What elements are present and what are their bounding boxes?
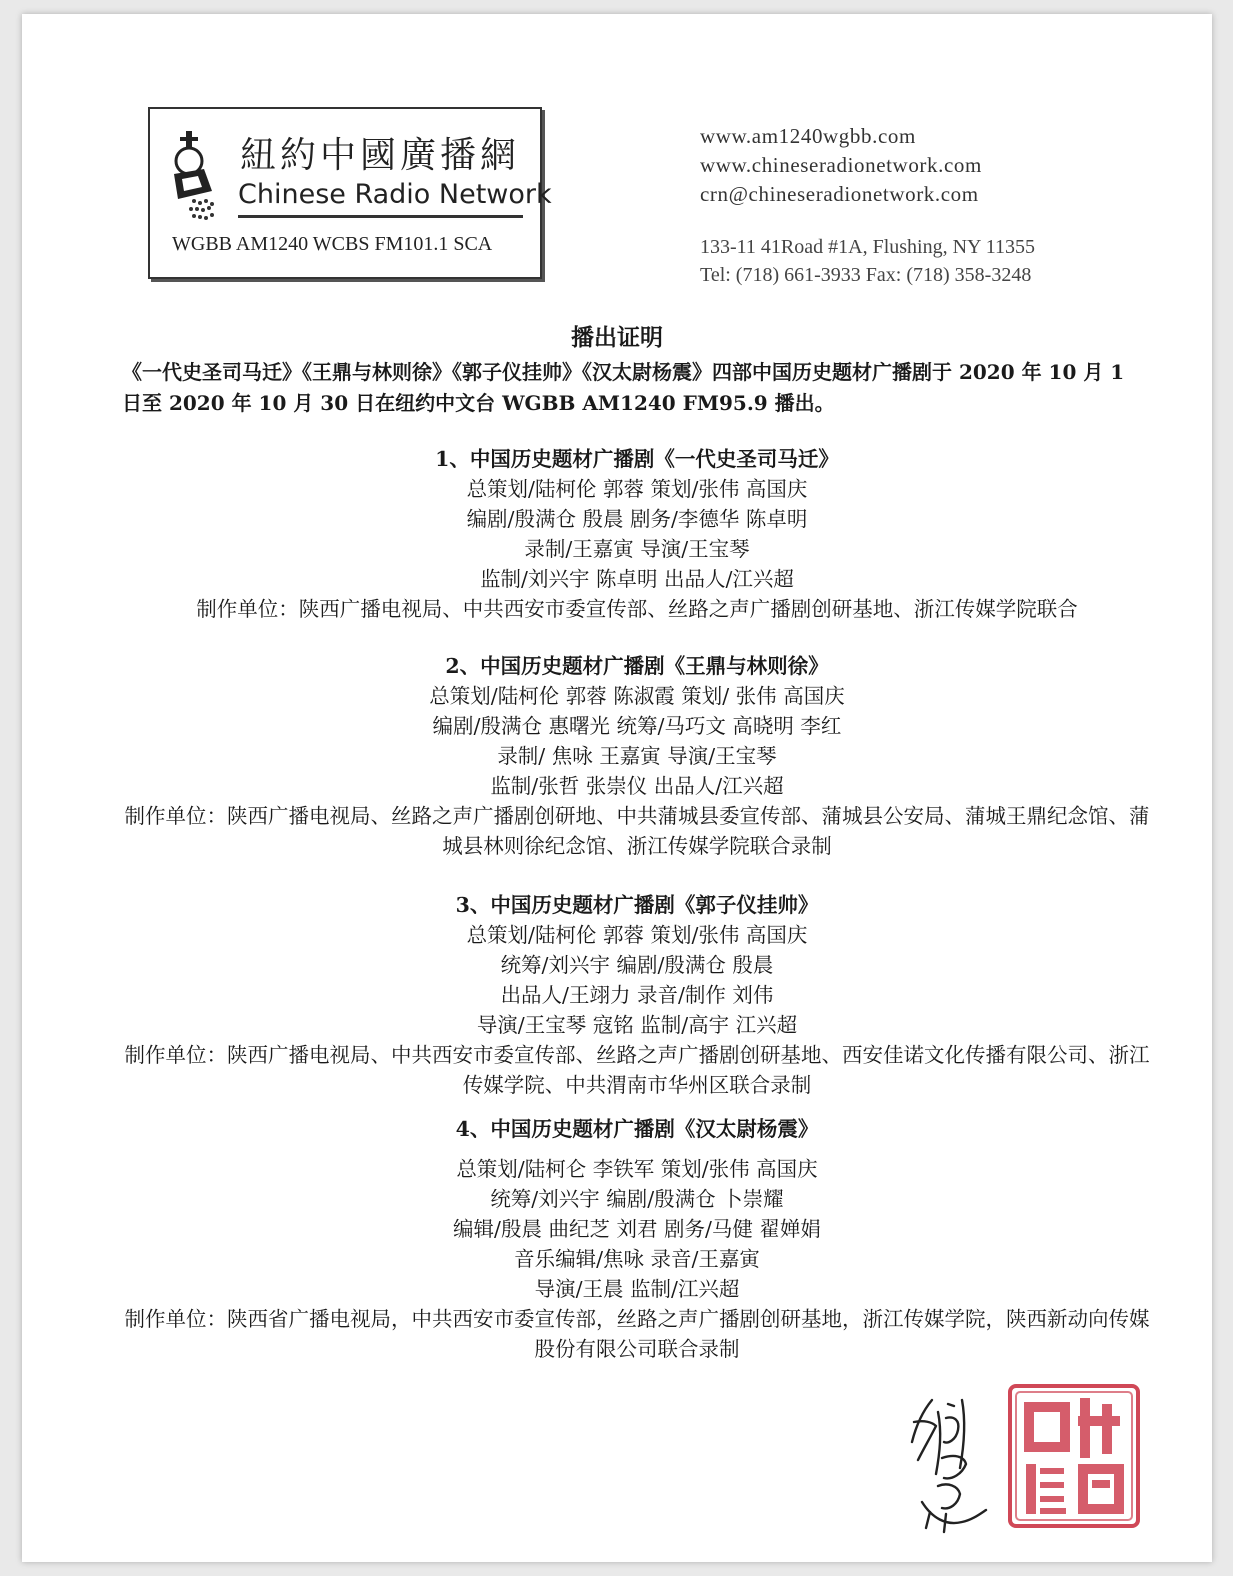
- microphone-emblem-icon: [164, 129, 224, 229]
- red-stamp-seal: [1000, 1376, 1150, 1536]
- letterhead-contact: [700, 122, 1035, 289]
- certificate-title: 播出证明: [571, 324, 663, 351]
- certificate-intro: 《一代史圣司马迁》《王鼎与林则徐》《郭子仪挂帅》《汉太尉杨震》四部中国历史题材广播剧于 2020 年 10 月 1 日至 2020 年 10 月 30 日在纽约中文台 WGBB AM1240 FM95.9 播出。: [122, 360, 1125, 415]
- credit-line: 录制/王嘉寅 导演/王宝琴: [524, 537, 750, 561]
- handwritten-signature: [902, 1382, 992, 1542]
- credit-line: 总策划/陆柯伦 郭蓉 陈淑霞 策划/ 张伟 高国庆: [429, 684, 845, 708]
- credit-line: 统筹/刘兴宇 编剧/殷满仓 殷晨: [500, 953, 774, 977]
- website-2: www.chineseradionetwork.com: [700, 153, 982, 177]
- credit-line: 统筹/刘兴宇 编剧/殷满仓 卜崇耀: [490, 1187, 784, 1211]
- credit-line: 编剧/殷满仓 惠曙光 统筹/马巧文 高晓明 李红: [432, 714, 842, 738]
- drama-title: 1、中国历史题材广播剧《一代史圣司马迁》: [435, 447, 839, 471]
- drama-title: 2、中国历史题材广播剧《王鼎与林则徐》: [445, 654, 829, 678]
- credit-line: 导演/王宝琴 寇铭 监制/高宇 江兴超: [476, 1013, 798, 1037]
- street-address: 133-11 41Road #1A, Flushing, NY 11355: [700, 236, 1035, 258]
- credit-line: 总策划/陆柯伦 郭蓉 策划/张伟 高国庆: [466, 923, 808, 947]
- station-name-chinese: 紐約中國廣播網: [240, 135, 521, 176]
- credit-line: 编辑/殷晨 曲纪芝 刘君 剧务/马健 翟婵娟: [453, 1217, 821, 1241]
- website-1: www.am1240wgbb.com: [700, 124, 916, 148]
- credit-line: 导演/王晨 监制/江兴超: [534, 1277, 740, 1301]
- production-unit: 制作单位：陕西广播电视局、中共西安市委宣传部、丝路之声广播剧创研基地、西安佳诺文化传播有限公司、浙江传媒学院、中共渭南市华州区联合录制: [124, 1043, 1150, 1097]
- drama-section-2: [117, 651, 1157, 861]
- credit-line: 录制/ 焦咏 王嘉寅 导演/王宝琴: [497, 744, 777, 768]
- credit-line: 监制/刘兴宇 陈卓明 出品人/江兴超: [480, 567, 794, 591]
- drama-title: 3、中国历史题材广播剧《郭子仪挂帅》: [455, 893, 819, 917]
- credit-line: 总策划/陆柯伦 郭蓉 策划/张伟 高国庆: [466, 477, 808, 501]
- production-unit: 制作单位：陕西广播电视局、丝路之声广播剧创研地、中共蒲城县委宣传部、蒲城县公安局、蒲城王鼎纪念馆、蒲城县林则徐纪念馆、浙江传媒学院联合录制: [124, 804, 1150, 858]
- drama-title: 4、中国历史题材广播剧《汉太尉杨震》: [455, 1117, 819, 1141]
- production-unit: 制作单位：陕西广播电视局、中共西安市委宣传部、丝路之声广播剧创研基地、浙江传媒学院联合: [196, 597, 1078, 621]
- credit-line: 音乐编辑/焦咏 录音/王嘉寅: [514, 1247, 760, 1271]
- drama-section-3: [117, 890, 1157, 1100]
- drama-section-1: [117, 444, 1157, 624]
- phone-fax: Tel: (718) 661-3933 Fax: (718) 358-3248: [700, 264, 1032, 286]
- credit-line: 编剧/殷满仓 殷晨 剧务/李德华 陈卓明: [466, 507, 808, 531]
- station-name-english: Chinese Radio Network: [238, 179, 552, 210]
- credit-line: 出品人/王翊力 录音/制作 刘伟: [500, 983, 774, 1007]
- credit-line: 总策划/陆柯仑 李铁军 策划/张伟 高国庆: [456, 1157, 818, 1181]
- logo-divider: [238, 215, 523, 218]
- drama-section-4: [117, 1114, 1157, 1364]
- letterhead-logo: [148, 107, 552, 279]
- credit-line: 监制/张哲 张崇仪 出品人/江兴超: [490, 774, 784, 798]
- station-frequencies: WGBB AM1240 WCBS FM101.1 SCA: [172, 233, 493, 255]
- production-unit: 制作单位：陕西省广播电视局，中共西安市委宣传部，丝路之声广播剧创研基地，浙江传媒学院，陕西新动向传媒股份有限公司联合录制: [124, 1307, 1150, 1361]
- document-page: [22, 14, 1212, 1562]
- email-address: crn@chineseradionetwork.com: [700, 182, 979, 206]
